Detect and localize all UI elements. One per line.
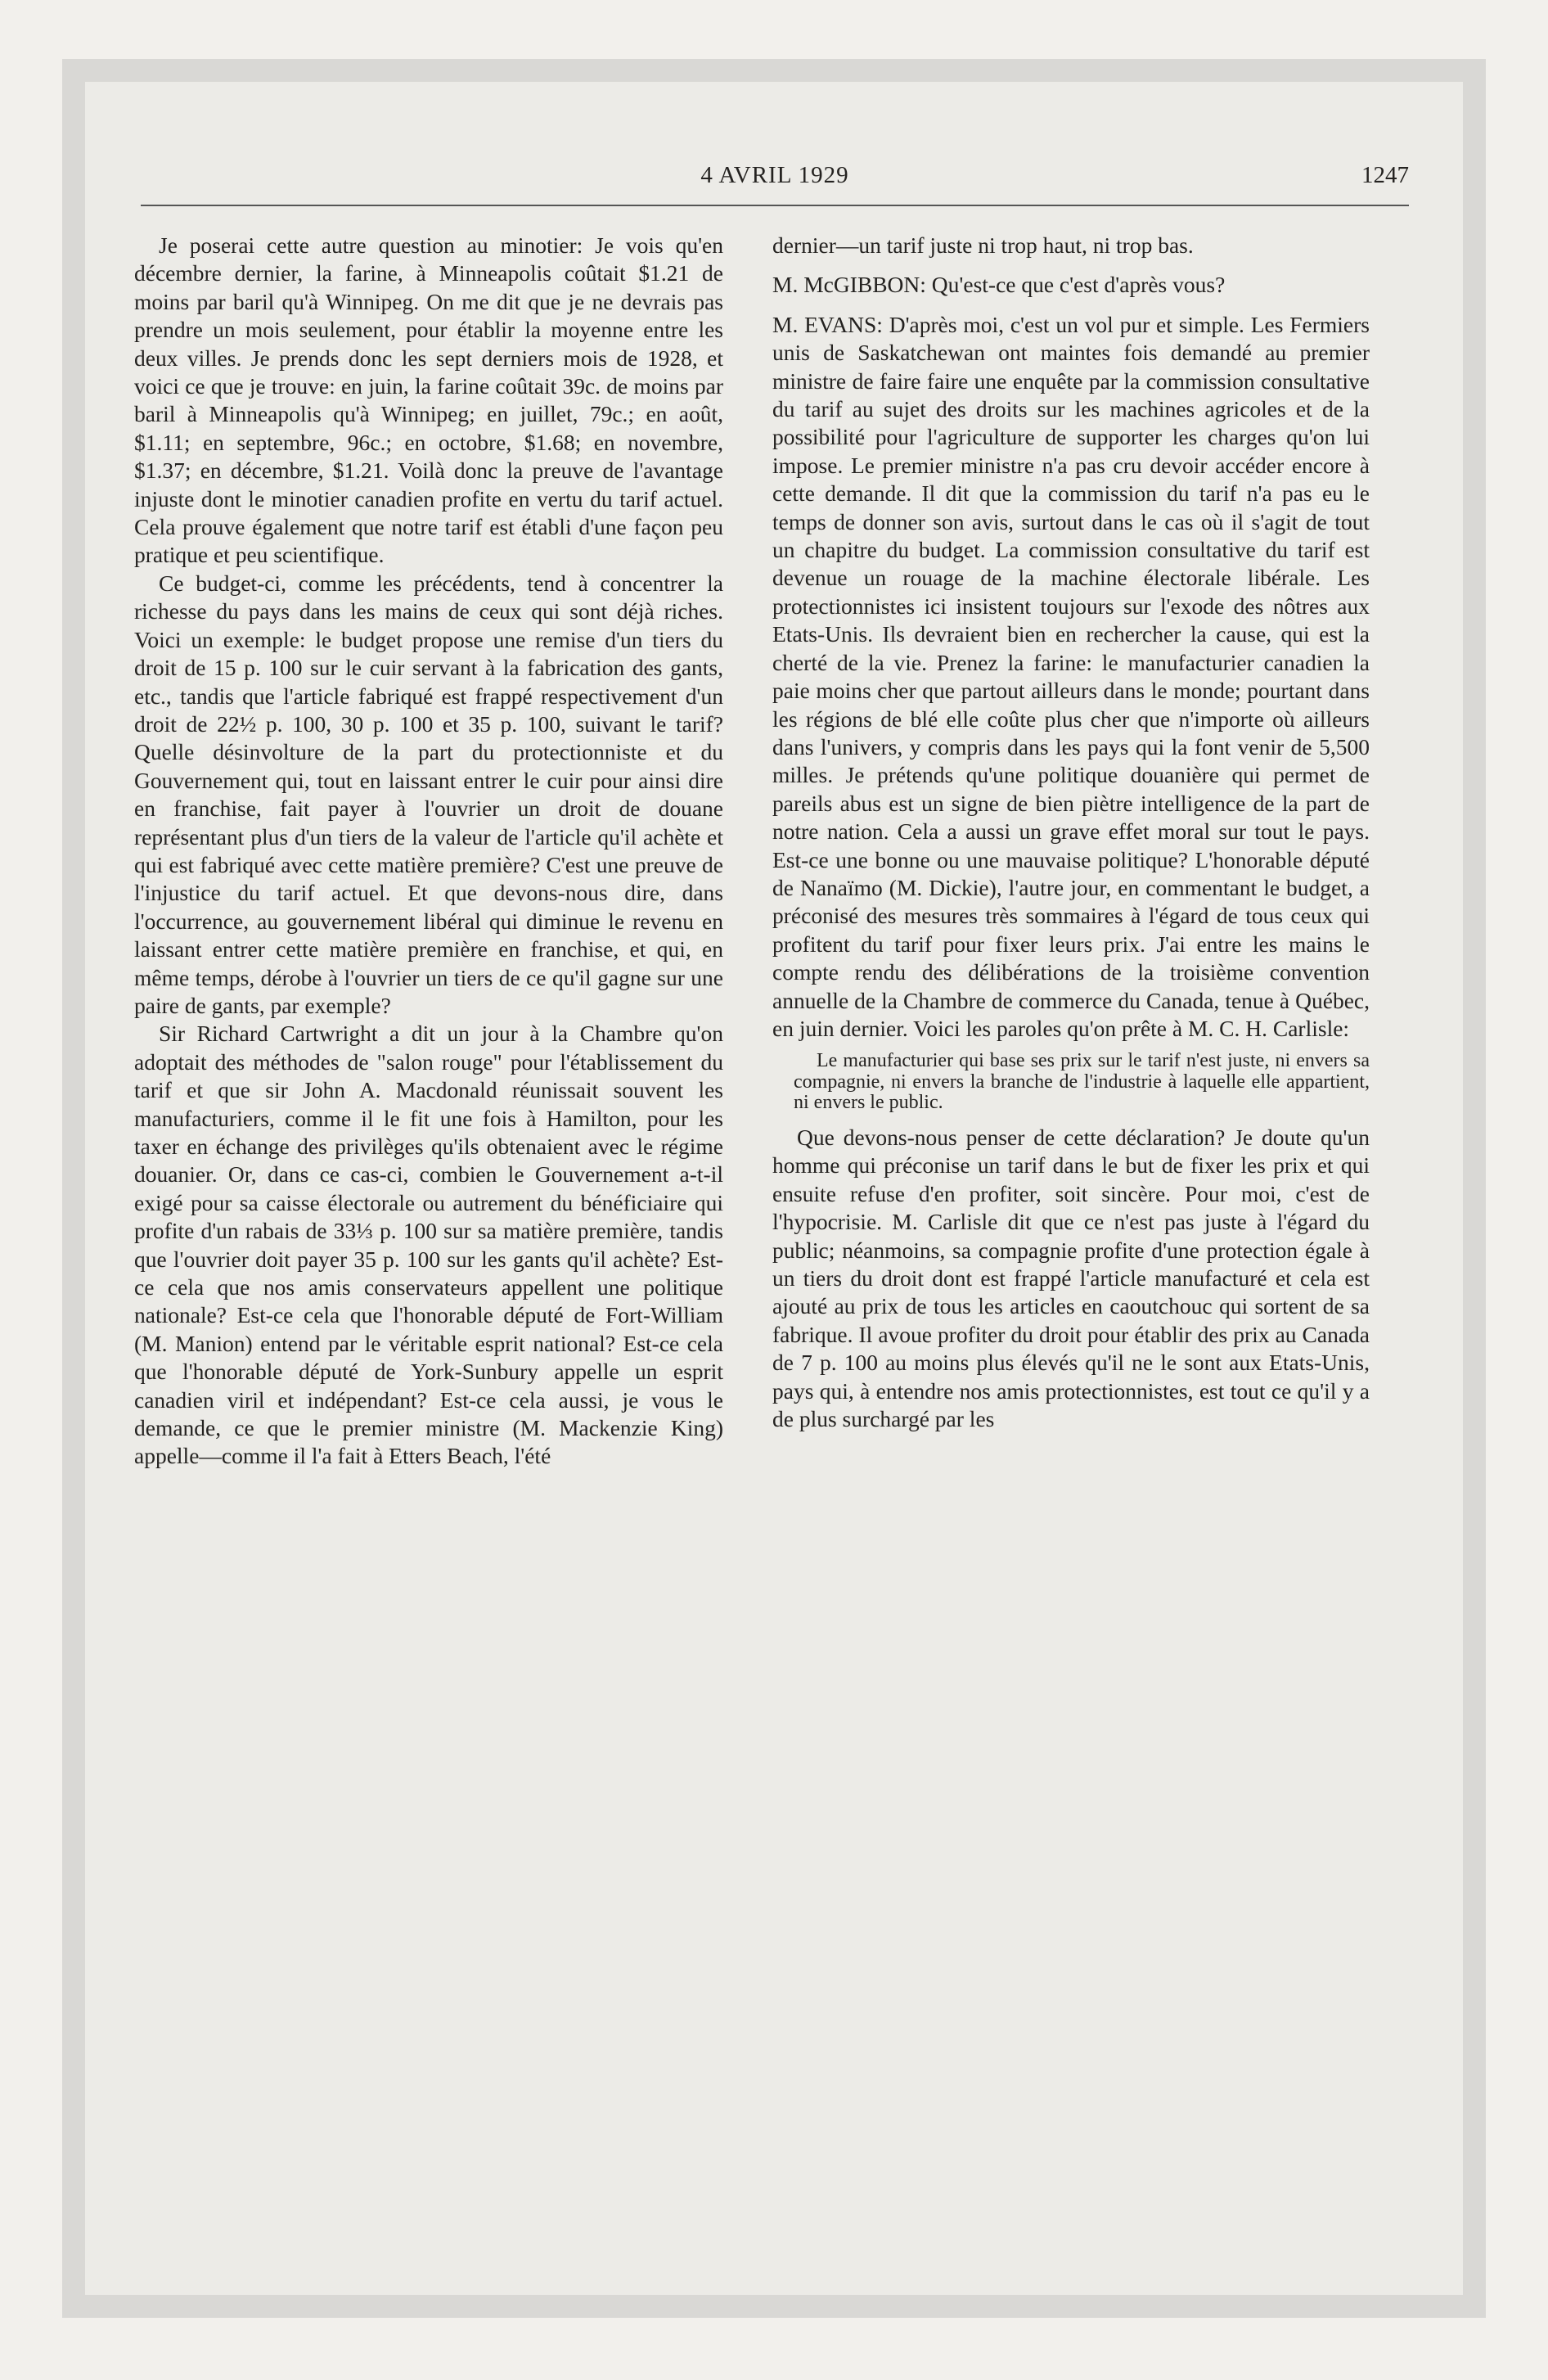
running-header bbox=[141, 162, 1409, 203]
page-number: 1247 bbox=[1361, 162, 1409, 188]
paragraph: Ce budget-ci, comme les précédents, tend à concentrer la richesse du pays dans les mains de ceux qui sont déjà riches. Voici un exemple: le budget propose une remise d'un tiers du droit de 15 p. 100 sur le cuir servant à la fabrication des gants, etc., tandis que l'article fabriqué est frappé respectivement d'un droit de 22½ p. 100, 30 p. 100 et 35 p. 100, suivant le tarif? Quelle désinvolture de la part du protectionniste et du Gouvernement qui, tout en laissant entrer le cuir pour ainsi dire en franchise, fait payer à l'ouvrier un droit de douane représentant plus d'un tiers de la valeur de l'article qu'il achète et qui est fabriqué avec cette matière première? C'est une preuve de l'injustice du tarif actuel. Et que devons-nous dire, dans l'occurrence, au gouvernement libéral qui diminue le revenu en laissant entrer cette matière première en franchise, et qui, en même temps, dérobe à l'ouvrier un tiers de ce qu'il gagne sur une paire de gants, par exemple? bbox=[134, 570, 723, 1018]
block-quote: Le manufacturier qui base ses prix sur le tarif n'est juste, ni envers sa compagnie, ni envers la branche de l'industrie à laquelle elle appartient, ni envers le public. bbox=[794, 1050, 1370, 1114]
speaker-paragraph: M. McGIBBON: Qu'est-ce que c'est d'après vous? bbox=[772, 272, 1226, 298]
paragraph: Que devons-nous penser de cette déclaration? Je doute qu'un homme qui préconise un tarif dans le but de fixer les prix et qui ensuite refuse d'en profiter, soit sincère. Pour moi, c'est de l'hypocrisie. M. Carlisle dit que ce n'est pas juste à l'égard du public; néanmoins, sa compagnie profite d'une protection égale à un tiers du droit dont est frappé l'article manufacturé et cela est ajouté au prix de tous les articles en caoutchouc qui sortent de sa fabrique. Il avoue profiter du droit pour établir des prix au Canada de 7 p. 100 au moins plus élevés qu'il ne le sont aux Etats-Unis, pays qui, à entendre nos amis protectionnistes, est tout ce qu'il y a de plus surchargé par les bbox=[772, 1124, 1370, 1431]
left-column bbox=[134, 232, 723, 1471]
speaker-paragraph: M. EVANS: D'après moi, c'est un vol pur et simple. Les Fermiers unis de Saskatchewan ont maintes fois demandé au premier ministre de faire faire une enquête par la commission consultative du tarif au sujet des droits sur les machines agricoles et de la possibilité pour l'agriculture de supporter les charges qu'on lui impose. Le premier ministre n'a pas cru devoir accéder encore à cette demande. Il dit que la commission du tarif n'a pas eu le temps de donner son avis, surtout dans le cas où il s'agit de tout un chapitre du budget. La commission consultative du tarif est devenue un rouage de la machine électorale libérale. Les protectionnistes ici insistent toujours sur l'exode des nôtres aux Etats-Unis. Ils devraient bien en rechercher la cause, qui est la cherté de la vie. Prenez la farine: le manufacturier canadien la paie moins cher que partout ailleurs dans le monde; pourtant dans les régions de blé elle coûte plus cher que n'importe où ailleurs dans l'univers, y compris dans les pays qui la font venir de 5,500 milles. Je prétends qu'une politique douanière qui permet de pareils abus est un signe de bien piètre intelligence de la part de notre nation. Cela a aussi un grave effet moral sur tout le pays. Est-ce une bonne ou une mauvaise politique? L'honorable député de Nanaïmo (M. Dickie), l'autre jour, en commentant le budget, a préconisé des mesures très sommaires à l'égard de tous ceux qui profitent du tarif pour fixer leurs prix. J'ai entre les mains le compte rendu des délibérations de la troisième convention annuelle de la Chambre de commerce du Canada, tenue à Québec, en juin dernier. Voici les paroles qu'on prête à M. C. H. Carlisle: bbox=[772, 311, 1370, 1041]
header-date: 4 AVRIL 1929 bbox=[700, 162, 849, 188]
right-column bbox=[772, 232, 1370, 1433]
header-rule bbox=[141, 205, 1409, 206]
paragraph: Je poserai cette autre question au minotier: Je vois qu'en décembre dernier, la farine, à Minneapolis coûtait $1.21 de moins par baril qu'à Winnipeg. On me dit que je ne devrais pas prendre un mois seulement, pour établir la moyenne entre les deux villes. Je prends donc les sept derniers mois de 1928, et voici ce que je trouve: en juin, la farine coûtait 39c. de moins par baril à Minneapolis qu'à Winnipeg; en juillet, 79c.; en août, $1.11; en septembre, 96c.; en octobre, $1.68; en novembre, $1.37; en décembre, $1.21. Voilà donc la preuve de l'avantage injuste dont le minotier canadien profite en vertu du tarif actuel. Cela prouve également que notre tarif est établi d'une façon peu pratique et peu scientifique. bbox=[134, 232, 723, 568]
page-paper bbox=[85, 82, 1463, 2295]
paragraph: Sir Richard Cartwright a dit un jour à la Chambre qu'on adoptait des méthodes de "salon rouge" pour l'établissement du tarif et que sir John A. Macdonald réunissait souvent les manufacturiers, comme il le fit une fois à Hamilton, pour les taxer en échange des privilèges qu'ils obtenaient avec le régime douanier. Or, dans ce cas-ci, combien le Gouvernement a-t-il exigé pour sa caisse électorale ou autrement du bénéficiaire qui profite d'un rabais de 33⅓ p. 100 sur sa matière première, tandis que l'ouvrier doit payer 35 p. 100 sur les gants qu'il achète? Est-ce cela que nos amis conservateurs appellent une politique nationale? Est-ce cela que l'honorable député de Fort-William (M. Manion) entend par le véritable esprit national? Est-ce cela que l'honorable député de York-Sunbury appelle un esprit canadien viril et indépendant? Est-ce cela aussi, je vous le demande, ce que le premier ministre (M. Mackenzie King) appelle—comme il l'a fait à Etters Beach, l'été bbox=[134, 1021, 723, 1469]
scanned-page-background bbox=[62, 59, 1486, 2318]
paragraph-continued: dernier—un tarif juste ni trop haut, ni trop bas. bbox=[772, 232, 1194, 258]
